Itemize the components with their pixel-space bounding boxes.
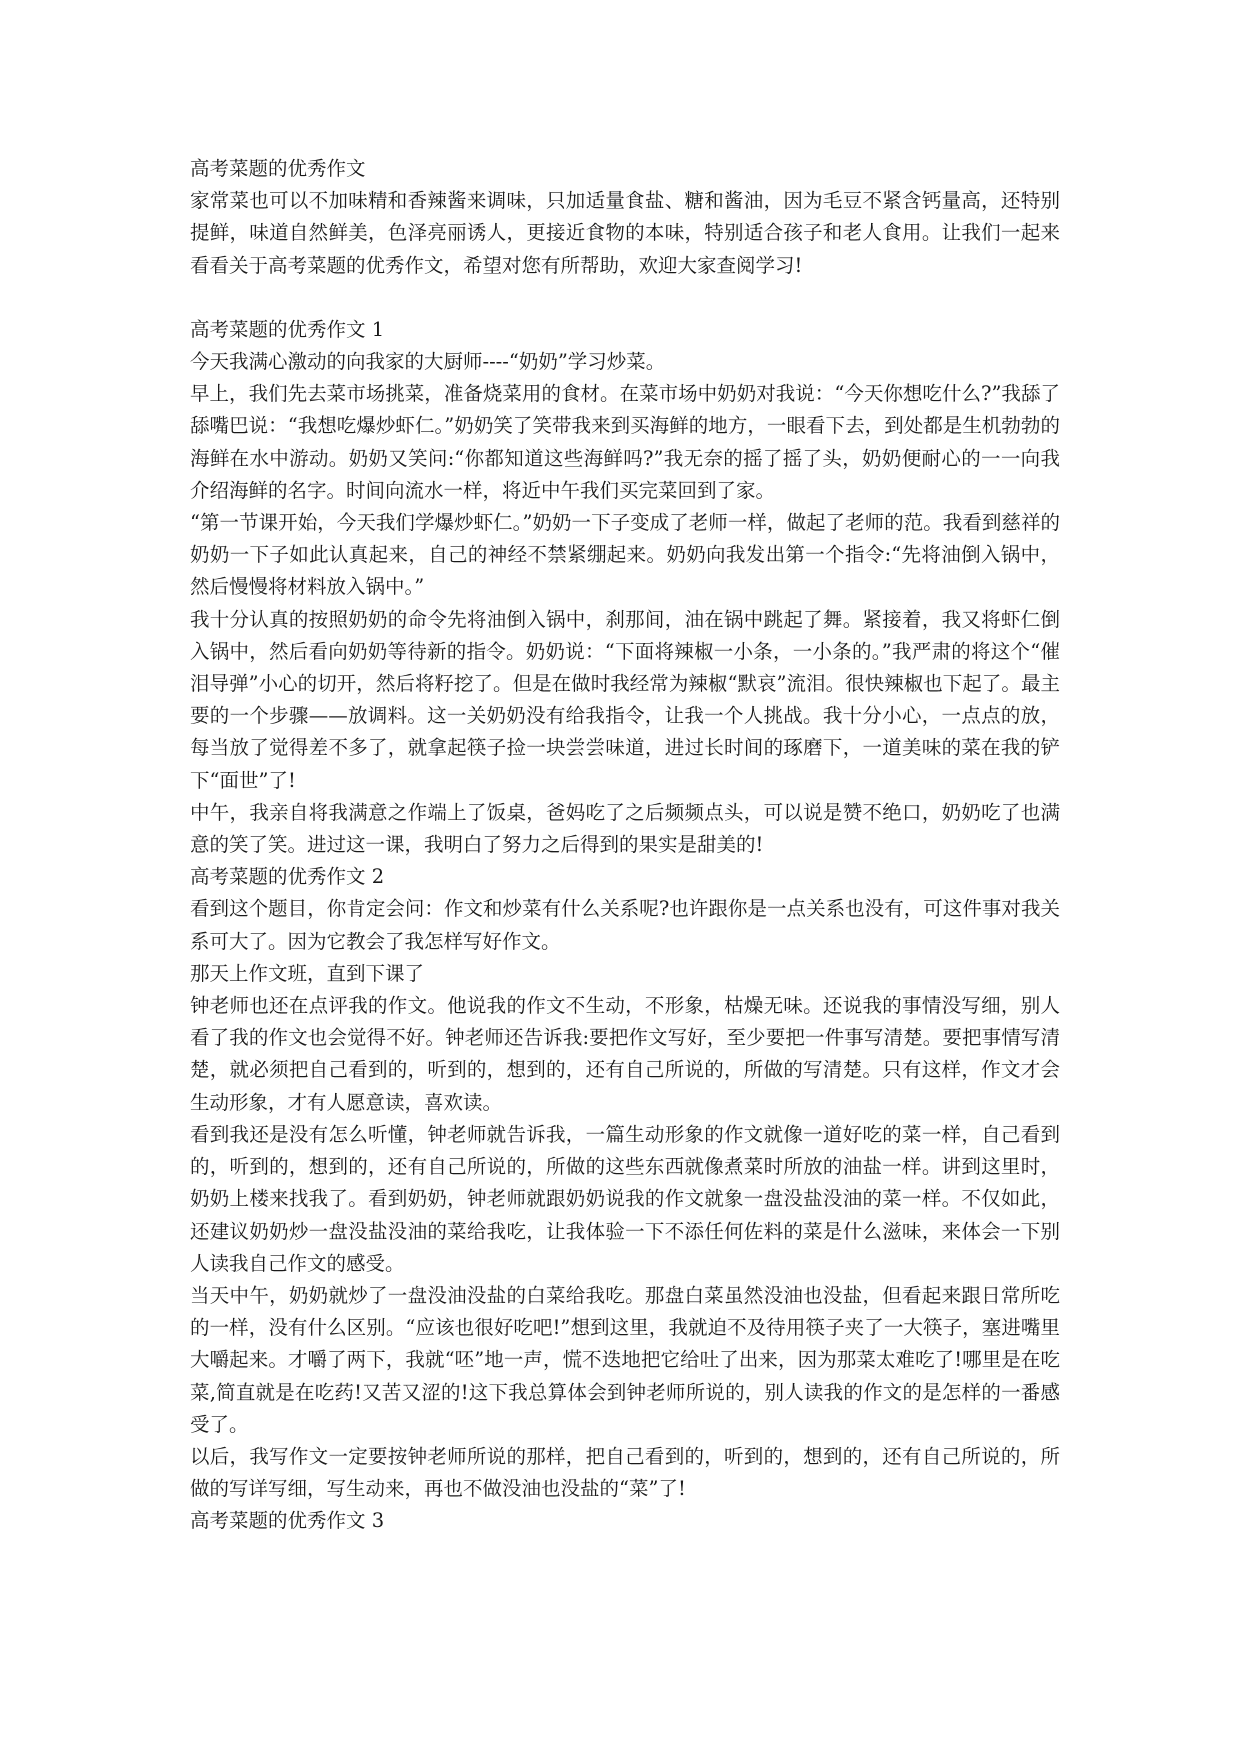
essay-2-paragraph: 钟老师也还在点评我的作文。他说我的作文不生动，不形象，枯燥无味。还说我的事情没写细，别人看了我的作文也会觉得不好。钟老师还告诉我:要把作文写好，至少要把一件事写清楚。要把事情写清楚，就必须把自己看到的，听到的，想到的，还有自己所说的，所做的写清楚。只有这样，作文才会生动形象，才有人愿意读，喜欢读。 <box>190 994 1060 1114</box>
essay-2-paragraph: 当天中午，奶奶就炒了一盘没油没盐的白菜给我吃。那盘白菜虽然没油也没盐，但看起来跟日常所吃的一样，没有什么区别。“应该也很好吃吧!”想到这里，我就迫不及待用筷子夹了一大筷子，塞进嘴里大嚼起来。才嚼了两下，我就“呸”地一声，慌不迭地把它给吐了出来，因为那菜太难吃了!哪里是在吃菜,简直就是在吃药!又苦又涩的!这下我总算体会到钟老师所说的，别人读我的作文的是怎样的一番感受了。 <box>190 1283 1060 1436</box>
essay-1-paragraph: 我十分认真的按照奶奶的命令先将油倒入锅中，刹那间，油在锅中跳起了舞。紧接着，我又将虾仁倒入锅中，然后看向奶奶等待新的指令。奶奶说：“下面将辣椒一小条，一小条的。”我严肃的将这个“催泪导弹”小心的切开，然后将籽挖了。但是在做时我经常为辣椒“默哀”流泪。很快辣椒也下起了。最主要的一个步骤——放调料。这一关奶奶没有给我指令，让我一个人挑战。我十分小心，一点点的放，每当放了觉得差不多了，就拿起筷子捡一块尝尝味道，进过长时间的琢磨下，一道美味的菜在我的铲下“面世”了! <box>190 607 1060 792</box>
essay-2-paragraph: 看到我还是没有怎么听懂，钟老师就告诉我，一篇生动形象的作文就像一道好吃的菜一样，自己看到的，听到的，想到的，还有自己所说的，所做的这些东西就像煮菜时所放的油盐一样。讲到这里时，奶奶上楼来找我了。看到奶奶，钟老师就跟奶奶说我的作文就象一盘没盐没油的菜一样。不仅如此，还建议奶奶炒一盘没盐没油的菜给我吃，让我体验一下不添任何佐料的菜是什么滋味，来体会一下别人读我自己作文的感受。 <box>190 1122 1060 1275</box>
essay-2-paragraph: 看到这个题目，你肯定会问：作文和炒菜有什么关系呢?也许跟你是一点关系也没有，可这件事对我关系可大了。因为它教会了我怎样写好作文。 <box>190 897 1060 953</box>
essay-2-paragraph: 那天上作文班，直到下课了 <box>190 961 425 985</box>
essay-1-paragraph: 早上，我们先去菜市场挑菜，准备烧菜用的食材。在菜市场中奶奶对我说：“今天你想吃什么?”我舔了舔嘴巴说：“我想吃爆炒虾仁。”奶奶笑了笑带我来到买海鲜的地方，一眼看下去，到处都是生机勃勃的海鲜在水中游动。奶奶又笑问:“你都知道这些海鲜吗?”我无奈的摇了摇了头，奶奶便耐心的一一向我介绍海鲜的名字。时间向流水一样，将近中午我们买完菜回到了家。 <box>190 382 1060 502</box>
blank-line <box>190 282 1060 314</box>
essay-1-paragraph: 中午，我亲自将我满意之作端上了饭桌，爸妈吃了之后频频点头，可以说是赞不绝口，奶奶吃了也满意的笑了笑。进过这一课，我明白了努力之后得到的果实是甜美的! <box>190 800 1060 857</box>
document-body <box>190 153 1060 1538</box>
essay-1-paragraph: “第一节课开始，今天我们学爆炒虾仁。”奶奶一下子变成了老师一样，做起了老师的范。我看到慈祥的奶奶一下子如此认真起来，自己的神经不禁紧绷起来。奶奶向我发出第一个指令:“先将油倒入锅中，然后慢慢将材料放入锅中。” <box>190 511 1060 599</box>
document-title: 高考菜题的优秀作文 <box>190 157 366 180</box>
essay-3-heading: 高考菜题的优秀作文 3 <box>190 1509 385 1533</box>
intro-paragraph: 家常菜也可以不加味精和香辣酱来调味，只加适量食盐、糖和酱油，因为毛豆不紧含钙量高，还特别提鲜，味道自然鲜美，色泽亮丽诱人，更接近食物的本味，特别适合孩子和老人食用。让我们一起来看看关于高考菜题的优秀作文，希望对您有所帮助，欢迎大家查阅学习! <box>190 189 1060 277</box>
essay-2-paragraph: 以后，我写作文一定要按钟老师所说的那样，把自己看到的，听到的，想到的，还有自己所说的，所做的写详写细，写生动来，再也不做没油也没盐的“菜”了! <box>190 1444 1060 1501</box>
essay-1-paragraph: 今天我满心激动的向我家的大厨师----“奶奶”学习炒菜。 <box>190 350 666 374</box>
essay-1-heading: 高考菜题的优秀作文 1 <box>190 317 385 341</box>
essay-2-heading: 高考菜题的优秀作文 2 <box>190 865 385 889</box>
